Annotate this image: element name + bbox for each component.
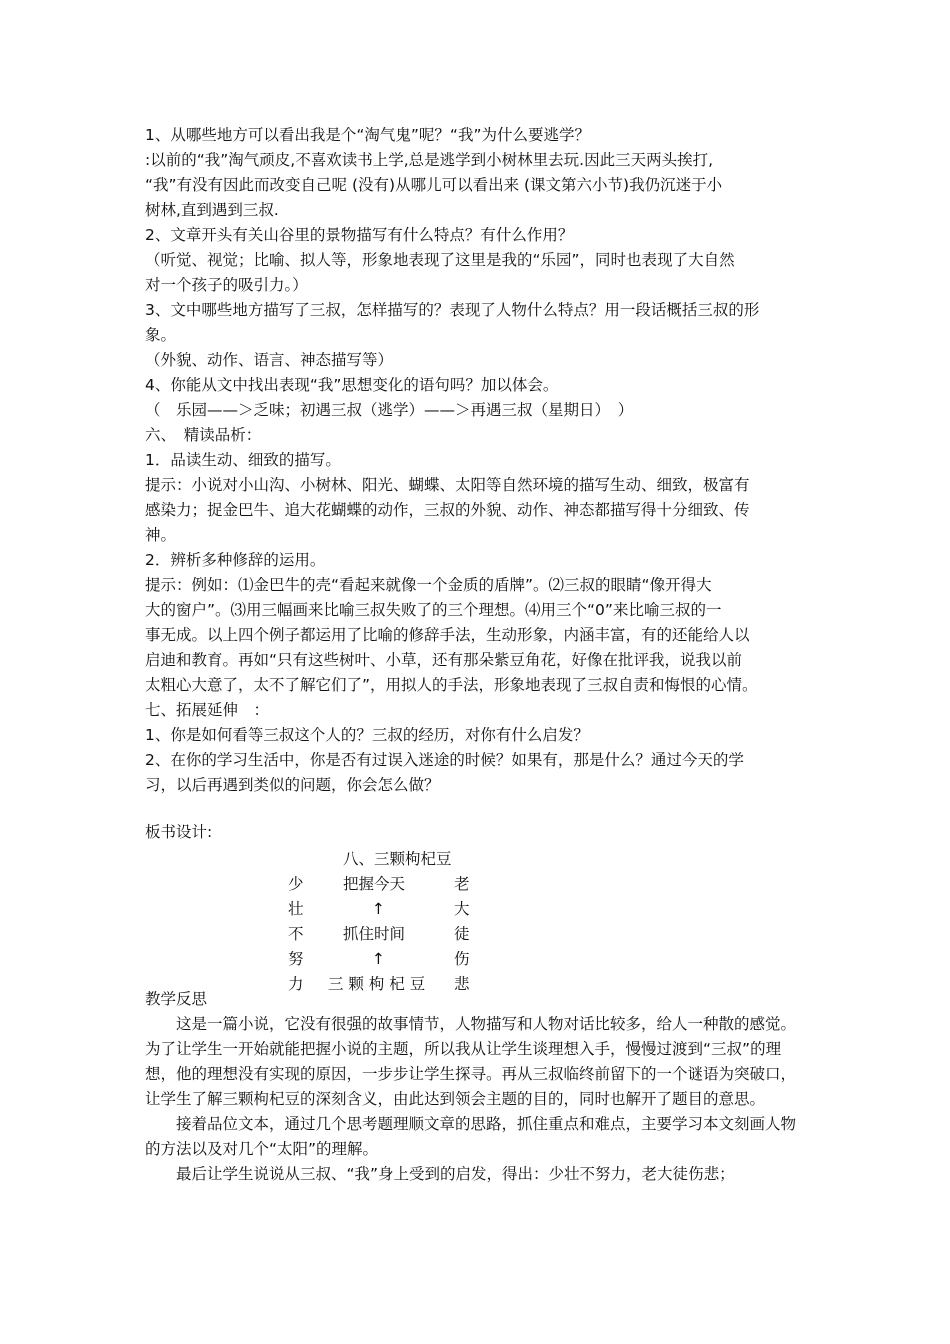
reflection-paragraph: 接着品位文本，通过几个思考题理顺文章的思路，抓住重点和难点，主要学习本文刻画人物的方法以及对几个“太阳”的理解。 <box>145 1115 797 1158</box>
extension-question-1: 1、你是如何看等三叔这个人的？三叔的经历，对你有什么启发？ <box>145 726 589 744</box>
up-arrow-icon: ↑ <box>372 950 385 968</box>
answer-3: （外貌、动作、语言、神态描写等） <box>145 351 394 369</box>
question-3-line-2: 象。 <box>145 326 177 344</box>
answer-2-line-2: 对一个孩子的吸引力。） <box>145 276 308 294</box>
document-body <box>145 123 810 1187</box>
item-2-heading: 2．辨析多种修辞的运用。 <box>145 551 326 569</box>
board-left-char: 少 <box>288 875 304 893</box>
answer-2-line-1: （听觉、视觉；比喻、拟人等，形象地表现了这里是我的“乐园”，同时也表现了大自然 <box>145 251 735 269</box>
extension-question-2-line-1: 2、在你的学习生活中，你是否有过误入迷途的时候？如果有，那是什么？通过今天的学 <box>145 751 744 769</box>
board-right-char: 大 <box>454 900 470 918</box>
section-6-heading: 六、 精读品析： <box>145 426 262 444</box>
extension-question-2-line-2: 习，以后再遇到类似的问题，你会怎么做？ <box>145 776 440 794</box>
board-center-text: 抓住时间 <box>343 925 406 943</box>
board-design <box>145 847 810 993</box>
answer-1-line-3: 树林,直到遇到三叔. <box>145 201 279 219</box>
reflection-paragraph: 最后让学生说说从三叔、“我”身上受到的启发，得出：少壮不努力，老大徒伤悲； <box>176 1165 735 1183</box>
reflection-paragraph: 这是一篇小说，它没有很强的故事情节，人物描写和人物对话比较多，给人一种散的感觉。为了让学生一开始就能把握小说的主题，所以我从让学生谈理想入手，慢慢过渡到“三叔”的理想，他的理想没有实现的原因，一步步让学生探寻。再从三叔临终前留下的一个谜语为突破口，让学生了解三颗枸杞豆的深刻含义，由此达到领会主题的目的，同时也解开了题目的意思。 <box>145 1015 797 1108</box>
board-bottom-text: 三 颗 枸 杞 豆 <box>328 975 426 993</box>
board-center-text: 把握今天 <box>343 875 406 893</box>
board-right-char: 悲 <box>454 975 470 993</box>
hint-1-line-2: 感染力；捉金巴牛、追大花蝴蝶的动作，三叔的外貌、动作、神态都描写得十分细致、传 <box>145 501 750 519</box>
board-left-char: 不 <box>288 925 304 943</box>
board-right-char: 伤 <box>454 950 470 968</box>
question-3-line-1: 3、文中哪些地方描写了三叔，怎样描写的？表现了人物什么特点？用一段话概括三叔的形 <box>145 301 760 319</box>
hint-1-line-3: 神。 <box>145 526 177 544</box>
reflection-heading: 教学反思 <box>145 990 208 1008</box>
blank-gap <box>145 798 810 820</box>
board-left-char: 力 <box>288 975 304 993</box>
up-arrow-icon: ↑ <box>372 900 385 918</box>
answer-4: （ 乐园——＞乏味；初遇三叔（逃学）——＞再遇三叔（星期日） ） <box>145 401 634 419</box>
hint-2-line-1: 提示：例如：⑴金巴牛的壳“看起来就像一个金质的盾牌”。⑵三叔的眼睛“像开得大 <box>145 576 712 594</box>
board-right-char: 徒 <box>454 925 470 943</box>
board-left-char: 壮 <box>288 900 304 918</box>
question-1: 1、从哪些地方可以看出我是个“淘气鬼”呢？“我”为什么要逃学？ <box>145 126 590 144</box>
answer-1-line-2: “我”有没有因此而改变自己呢 (没有)从哪儿可以看出来 (课文第六小节)我仍沉迷于小 <box>145 176 723 194</box>
hint-2-line-5: 太粗心大意了，太不了解它们了”，用拟人的手法，形象地表现了三叔自责和悔恨的心情。 <box>145 676 758 694</box>
hint-1-line-1: 提示：小说对小山沟、小树林、阳光、蝴蝶、太阳等自然环境的描写生动、细致，极富有 <box>145 476 750 494</box>
board-design-label: 板书设计: <box>145 823 213 841</box>
hint-2-line-4: 启迪和教育。再如“只有这些树叶、小草，还有那朵紫豆角花，好像在批评我，说我以前 <box>145 651 743 669</box>
question-2: 2、文章开头有关山谷里的景物描写有什么特点？有什么作用？ <box>145 226 574 244</box>
answer-1-line-1: :以前的“我”淘气顽皮,不喜欢读书上学,总是逃学到小树林里去玩.因此三天两头挨打, <box>145 151 713 169</box>
board-right-char: 老 <box>454 875 470 893</box>
question-4: 4、你能从文中找出表现“我”思想变化的语句吗？加以体会。 <box>145 376 559 394</box>
board-title: 八、三颗枸杞豆 <box>343 850 452 868</box>
item-1-heading: 1．品读生动、细致的描写。 <box>145 451 341 469</box>
board-left-char: 努 <box>288 950 304 968</box>
hint-2-line-3: 事无成。以上四个例子都运用了比喻的修辞手法，生动形象，内涵丰富，有的还能给人以 <box>145 626 750 644</box>
section-7-heading: 七、拓展延伸 ： <box>145 701 270 719</box>
hint-2-line-2: 大的窗户”。⑶用三幅画来比喻三叔失败了的三个理想。⑷用三个“0”来比喻三叔的一 <box>145 601 722 619</box>
